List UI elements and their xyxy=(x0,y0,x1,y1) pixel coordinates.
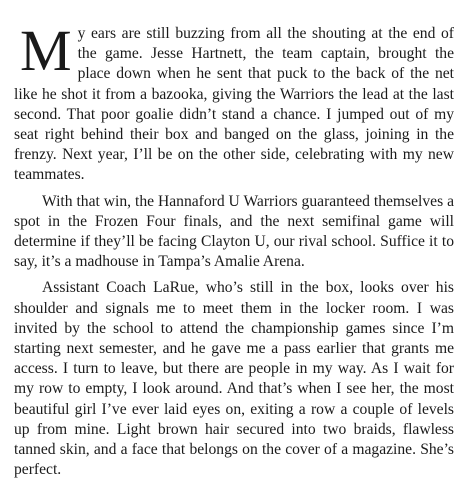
paragraph-2: With that win, the Hannaford U Warriors guaranteed themselves a spot in the Frozen Four finals, and the next semifinal game will determine if they’ll be facing Clayton U, our rival school. Suffice it to say, it’s a madhouse in Tampa’s Amalie Arena. xyxy=(14,192,454,271)
paragraph-1 xyxy=(14,18,454,186)
page-body xyxy=(14,18,454,480)
paragraph-1-text: y ears are still buzzing from all the shouting at the end of the game. Jesse Hartnett, the team captain, brought the place down when he sent that puck to the back of the net like he shot it from a bazooka, giving the Warriors the lead at the last second. That poor goalie didn’t stand a chance. I jumped out of my seat right behind their box and banged on the glass, joining in the frenzy. Next year, I’ll be on the other side, celebrating with my new teammates. xyxy=(14,25,454,184)
dropcap-letter: M xyxy=(20,18,72,83)
paragraph-3: Assistant Coach LaRue, who’s still in the box, looks over his shoulder and signals me to meet them in the locker room. I was invited by the school to attend the championship games since I’m starting next semester, and he gave me a pass earlier that grants me access. I turn to leave, but there are people in my way. As I wait for my row to empty, I look around. And that’s when I see her, the most beautiful girl I’ve ever laid eyes on, exiting a row a couple of levels up from mine. Light brown hair secured into two braids, flawless tanned skin, and a face that belongs on the cover of a magazine. She’s perfect. xyxy=(14,279,454,479)
